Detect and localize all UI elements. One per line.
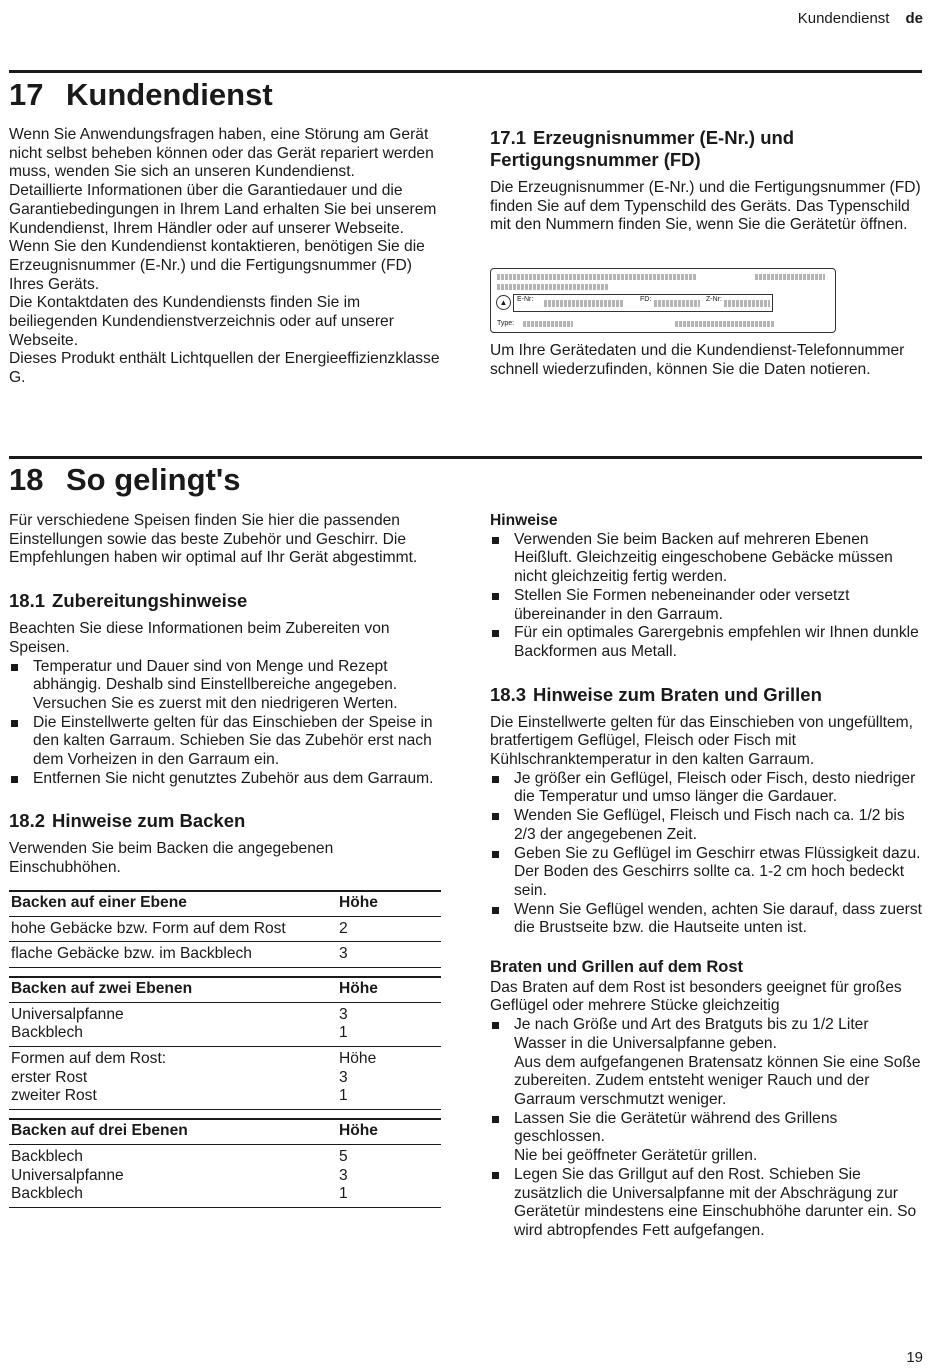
table-header: Höhe (335, 1119, 441, 1144)
table-header: Backen auf einer Ebene (9, 891, 335, 916)
paragraph: Wenn Sie den Kundendienst kontaktieren, benötigen Sie die Erzeugnisnummer (E-Nr.) und die Fertigungsnummer (FD) Ihres Geräts. (9, 238, 425, 293)
chapter-18-rule (9, 456, 922, 459)
paragraph: Um Ihre Gerätedaten und die Kundendienst-Telefonnummer schnell wiederzufinden, können Sie die Daten notieren. (490, 342, 905, 378)
paragraph: Die Erzeugnisnummer (E-Nr.) und die Fertigungsnummer (FD) finden Sie auf dem Typenschild des Geräts. Das Typenschild mit den Nummern finden Sie, wenn Sie die Gerätetür öffnen. (490, 179, 921, 234)
list-item: Je größer ein Geflügel, Fleisch oder Fisch, desto niedriger die Temperatur und umso länger die Gardauer. (490, 770, 924, 807)
baking-table-three-levels (9, 1118, 441, 1208)
baking-notes-list (490, 531, 924, 662)
section-18-2-title: 18.2 Hinweise zum Backen (9, 810, 246, 832)
section-18-1-list (9, 658, 443, 789)
baking-table-two-levels (9, 976, 441, 1118)
table-row: Backblech Universalpfanne Backblech 5 3 1 (9, 1144, 441, 1207)
page-number: 19 (906, 1349, 923, 1366)
list-item: Je nach Größe und Art des Bratguts bis zu 1/2 Liter Wasser in die Universalpfanne geben. Aus dem aufgefangenen Bratensatz können Sie eine Soße zubereiten. Zudem entsteht weniger Rauch und der Garraum verschmutzt weniger. (490, 1016, 924, 1110)
list-item: Verwenden Sie beim Backen auf mehreren Ebenen Heißluft. Gleichzeitig eingeschobene Gebäcke müssen nicht gleichzeitig fertig werden. (490, 531, 924, 587)
rost-list (490, 1016, 924, 1240)
table-row: hohe Gebäcke bzw. Form auf dem Rost 2 (9, 916, 441, 942)
list-item: Entfernen Sie nicht genutztes Zubehör aus dem Garraum. (9, 770, 443, 789)
section-18-1-title: 18.1 Zubereitungshinweise (9, 590, 248, 612)
notes-title: Hinweise (490, 512, 558, 529)
rating-plate-illustration: ▲ E-Nr: FD: Z-Nr: Type: (490, 268, 836, 333)
list-item: Wenden Sie Geflügel, Fleisch und Fisch nach ca. 1/2 bis 2/3 der angegebenen Zeit. (490, 807, 924, 844)
table-row: Universalpfanne Backblech 3 1 (9, 1002, 441, 1046)
chapter-18-intro: Für verschiedene Speisen finden Sie hier die passenden Einstellungen sowie das beste Zubehör und Geschirr. Die Empfehlungen haben wir optimal auf Ihr Gerät abgestimmt. (9, 512, 418, 567)
paragraph: Dieses Produkt enthält Lichtquellen der Energieeffizienzklasse G. (9, 350, 440, 387)
baking-table-one-level (9, 890, 441, 976)
list-item: Stellen Sie Formen nebeneinander oder versetzt übereinander in den Garraum. (490, 587, 924, 624)
rating-plate-number-box: E-Nr: FD: Z-Nr: (513, 294, 773, 312)
paragraph: Wenn Sie Anwendungsfragen haben, eine Störung am Gerät nicht selbst beheben können oder das Gerät repariert werden muss, wenden Sie sich an unseren Kundendienst. (9, 126, 434, 181)
chapter-17-rule (9, 70, 922, 73)
table-row: flache Gebäcke bzw. im Backblech 3 (9, 942, 441, 968)
section-17-1-note (490, 342, 922, 379)
paragraph: Verwenden Sie beim Backen die angegebenen Einschubhöhen. (9, 840, 334, 877)
chapter-18-right-column (490, 512, 924, 1241)
paragraph: Detaillierte Informationen über die Garantiedauer und die Garantiebedingungen in Ihrem Land erhalten Sie bei unserem Kundendienst, Ihrem Händler oder auf unserer Webseite. (9, 182, 437, 237)
section-17-1 (490, 127, 922, 235)
paragraph: Die Kontaktdaten des Kundendiensts finden Sie im beiliegenden Kundendienstverzeichnis oder auf unserer Webseite. (9, 294, 394, 349)
paragraph: Die Einstellwerte gelten für das Einschieben von ungefülltem, bratfertigem Geflügel, Fleisch oder Fisch mit Kühlschranktemperatur in den kalten Garraum. (490, 713, 914, 769)
page-header (798, 10, 923, 27)
list-item: Wenn Sie Geflügel wenden, achten Sie darauf, dass zuerst die Brustseite bzw. die Hautseite unten ist. (490, 901, 924, 938)
rost-subtitle: Braten und Grillen auf dem Rost (490, 958, 744, 977)
table-row: Formen auf dem Rost: erster Rost zweiter Rost Höhe 3 1 (9, 1047, 441, 1110)
chapter-18-left-column (9, 512, 443, 1208)
paragraph: Das Braten auf dem Rost ist besonders geeignet für großes Geflügel oder mehrere Stücke gleichzeitig (490, 978, 902, 1015)
list-item: Legen Sie das Grillgut auf den Rost. Schieben Sie zusätzlich die Universalpfanne mit der Abschrägung zur Gerätetür mindestens eine Einschubhöhe darunter ein. So wird abtropfendes Fett aufgefangen. (490, 1166, 924, 1241)
list-item: Lassen Sie die Gerätetür während des Grillens geschlossen. Nie bei geöffneter Gerätetür grillen. (490, 1110, 924, 1166)
list-item: Temperatur und Dauer sind von Menge und Rezept abhängig. Deshalb sind Einstellbereiche angegeben. Versuchen Sie es zuerst mit den niedrigeren Werten. (9, 658, 443, 714)
section-17-1-title: 17.1 Erzeugnisnummer (E-Nr.) und Fertigungsnummer (FD) (490, 127, 795, 170)
chapter-17-text (9, 126, 443, 388)
chapter-17-title: 17 Kundendienst (9, 77, 273, 112)
header-section: Kundendienst (797, 10, 890, 27)
list-item: Die Einstellwerte gelten für das Einschieben der Speise in den kalten Garraum. Schieben Sie das Zubehör erst nach dem Vorheizen in den Garraum ein. (9, 714, 443, 770)
cert-logo-icon: ▲ (496, 295, 511, 310)
table-header: Höhe (335, 977, 441, 1002)
list-item: Für ein optimales Garergebnis empfehlen wir Ihnen dunkle Backformen aus Metall. (490, 624, 924, 661)
section-18-3-title: 18.3 Hinweise zum Braten und Grillen (490, 683, 822, 705)
table-header: Backen auf drei Ebenen (9, 1119, 335, 1144)
roasting-list (490, 770, 924, 938)
header-lang: de (905, 10, 923, 27)
table-header: Backen auf zwei Ebenen (9, 977, 335, 1002)
paragraph: Beachten Sie diese Informationen beim Zubereiten von Speisen. (9, 620, 390, 656)
list-item: Geben Sie zu Geflügel im Geschirr etwas Flüssigkeit dazu. Der Boden des Geschirrs sollte ca. 1-2 cm hoch bedeckt sein. (490, 845, 924, 901)
table-header: Höhe (335, 891, 441, 916)
chapter-18-title: 18 So gelingt's (9, 462, 241, 497)
